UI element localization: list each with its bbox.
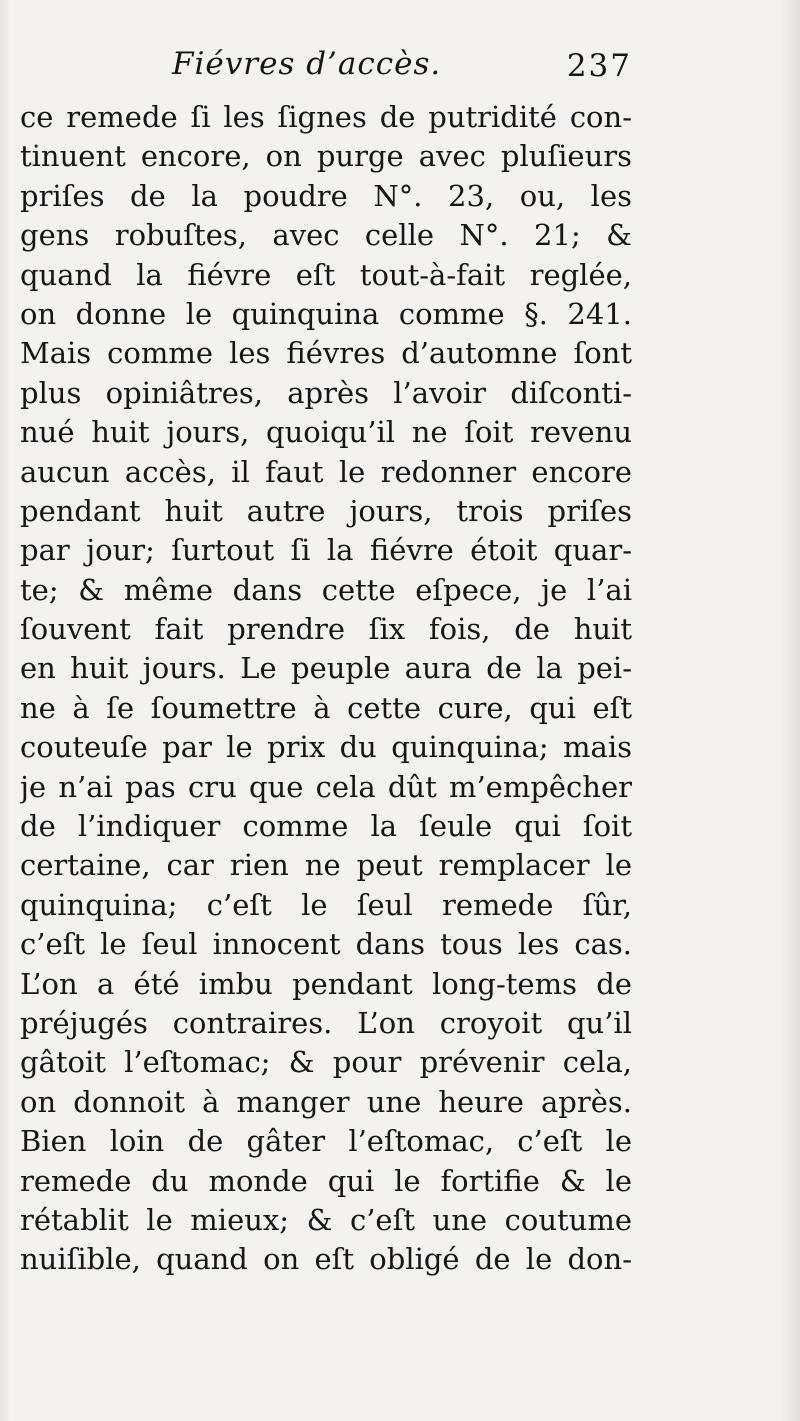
- text-line: nué huit jours, quoiqu’il ne ſoit revenu: [20, 415, 632, 450]
- text-line: te; & même dans cette eſpece, je l’ai: [20, 572, 632, 607]
- text-line: couteuſe par le prix du quinquina; mais: [20, 730, 632, 765]
- running-title: Fiévres d’accès.: [172, 46, 442, 82]
- text-line: je n’ai pas cru que cela dût m’empêcher: [20, 769, 632, 804]
- text-line: priſes de la poudre N°. 23, ou, les: [20, 178, 632, 213]
- page-edge-left: [0, 0, 10, 1421]
- text-line: ne à ſe ſoumettre à cette cure, qui eſt: [20, 690, 632, 725]
- text-line: ce remede ſi les ſignes de putridité con-: [20, 100, 632, 134]
- text-line: ſouvent fait prendre ſix fois, de huit: [20, 612, 632, 647]
- text-line: en huit jours. Le peuple aura de la pei-: [20, 651, 632, 686]
- text-line: par jour; ſurtout ſi la fiévre étoit quar-: [20, 533, 632, 568]
- text-line: c’eſt le ſeul innocent dans tous les cas.: [20, 927, 632, 962]
- text-line: on donne le quinquina comme §. 241.: [20, 296, 632, 331]
- text-line: Bien loin de gâter l’eſtomac, c’eſt le: [20, 1124, 632, 1159]
- text-line: gens robuſtes, avec celle N°. 21; &: [20, 218, 632, 253]
- page-number: 237: [566, 48, 632, 84]
- text-line: Mais comme les fiévres d’automne ſont: [20, 336, 632, 371]
- text-line: rétablit le mieux; & c’eſt une coutume: [20, 1202, 632, 1237]
- text-line: on donnoit à manger une heure après.: [20, 1084, 632, 1119]
- running-head: [20, 42, 632, 92]
- text-line: certaine, car rien ne peut remplacer le: [20, 848, 632, 883]
- text-line: de l’indiquer comme la ſeule qui ſoit: [20, 809, 632, 844]
- text-line: aucun accès, il faut le redonner encore: [20, 454, 632, 489]
- text-line: nuiſible, quand on eſt obligé de le don-: [20, 1242, 632, 1277]
- text-line: plus opiniâtres, après l’avoir diſconti-: [20, 375, 632, 410]
- text-line: pendant huit autre jours, trois priſes: [20, 493, 632, 528]
- text-line: remede du monde qui le fortifie & le: [20, 1163, 632, 1198]
- text-line: quinquina; c’eſt le ſeul remede ſûr,: [20, 887, 632, 922]
- text-line: préjugés contraires. L’on croyoit qu’il: [20, 1005, 632, 1040]
- body-text: [20, 98, 632, 1280]
- page-edge-right: [778, 0, 800, 1421]
- text-line: L’on a été imbu pendant long-tems de: [20, 966, 632, 1001]
- text-line: gâtoit l’eſtomac; & pour prévenir cela,: [20, 1045, 632, 1080]
- text-line: tinuent encore, on purge avec pluſieurs: [20, 139, 632, 174]
- text-line: quand la fiévre eſt tout-à-fait reglée,: [20, 257, 632, 292]
